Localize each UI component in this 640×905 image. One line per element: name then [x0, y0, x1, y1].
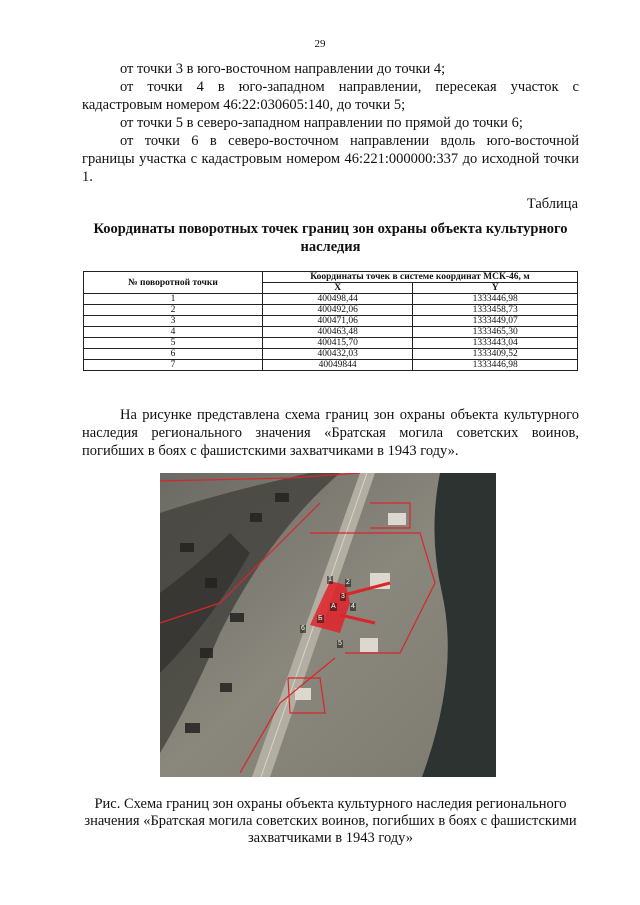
cell-point: 1	[84, 294, 263, 305]
cell-x: 400432,03	[263, 349, 413, 360]
cell-x: 400415,70	[263, 338, 413, 349]
header-point: № поворотной точки	[84, 272, 263, 294]
cell-y: 1333446,98	[413, 294, 578, 305]
intro-line-2: от точки 4 в юго-западном направлении, пересекая участок с кадастровым номером 46:22:030605:140, до точки 5;	[82, 79, 579, 113]
header-y: Y	[413, 283, 578, 294]
table-title: Координаты поворотных точек границ зон охраны объекта культурного наследия	[93, 221, 568, 255]
table-header-row	[84, 272, 578, 283]
aerial-map-image	[160, 473, 496, 777]
cell-x: 400463,48	[263, 327, 413, 338]
cell-point: 2	[84, 305, 263, 316]
table-caption: Таблица	[526, 196, 578, 212]
map-label-object-a: А	[331, 603, 336, 610]
table-row	[84, 327, 578, 338]
header-coords: Координаты точек в системе координат МСК-46, м	[263, 272, 578, 283]
cell-y: 1333409,52	[413, 349, 578, 360]
cell-point: 5	[84, 338, 263, 349]
table-row	[84, 349, 578, 360]
figure-intro-paragraph	[82, 406, 579, 460]
intro-line-3: от точки 5 в северо-западном направлении по прямой до точки 6;	[120, 115, 523, 131]
figure-caption: Рис. Схема границ зон охраны объекта культурного наследия регионального значения «Братская могила советских воинов, погибших в боях с фашистскими захватчиками в 1943 году»	[84, 796, 577, 846]
table-row	[84, 294, 578, 305]
map-label-point-5: 5	[338, 640, 342, 647]
table-row	[84, 360, 578, 371]
cell-x: 400492,06	[263, 305, 413, 316]
paragraph-text: На рисунке представлена схема границ зон охраны объекта культурного наследия регионального значения «Братская могила советских воинов, погибших в боях с фашистскими захватчиками в 1943 году».	[82, 407, 579, 459]
cell-point: 7	[84, 360, 263, 371]
cell-y: 1333443,04	[413, 338, 578, 349]
intro-text	[82, 60, 579, 186]
cell-x: 400471,06	[263, 316, 413, 327]
header-x: X	[263, 283, 413, 294]
map-label-point-1: 1	[328, 576, 332, 583]
map-drawing	[160, 473, 496, 777]
cell-point: 6	[84, 349, 263, 360]
cell-y: 1333449,07	[413, 316, 578, 327]
table-row	[84, 316, 578, 327]
cell-point: 3	[84, 316, 263, 327]
intro-line-1: от точки 3 в юго-восточном направлении до точки 4;	[120, 61, 446, 77]
map-label-point-3: 3	[341, 593, 345, 600]
page-number: 29	[314, 38, 326, 50]
cell-x: 40049844	[263, 360, 413, 371]
table-row	[84, 305, 578, 316]
map-label-point-4: 4	[351, 603, 355, 610]
map-label-point-2: 2	[346, 579, 350, 586]
cell-x: 400498,44	[263, 294, 413, 305]
intro-line-4: от точки 6 в северо-восточном направлении вдоль юго-восточной границы участка с кадастровым номером 46:221:000000:337 до исходной точки 1.	[82, 133, 579, 185]
table-row	[84, 338, 578, 349]
coordinates-table	[83, 271, 578, 371]
map-label-point-6: 6	[301, 625, 305, 632]
cell-y: 1333465,30	[413, 327, 578, 338]
cell-y: 1333446,98	[413, 360, 578, 371]
map-label-object-b: Б	[318, 615, 323, 622]
cell-point: 4	[84, 327, 263, 338]
cell-y: 1333458,73	[413, 305, 578, 316]
